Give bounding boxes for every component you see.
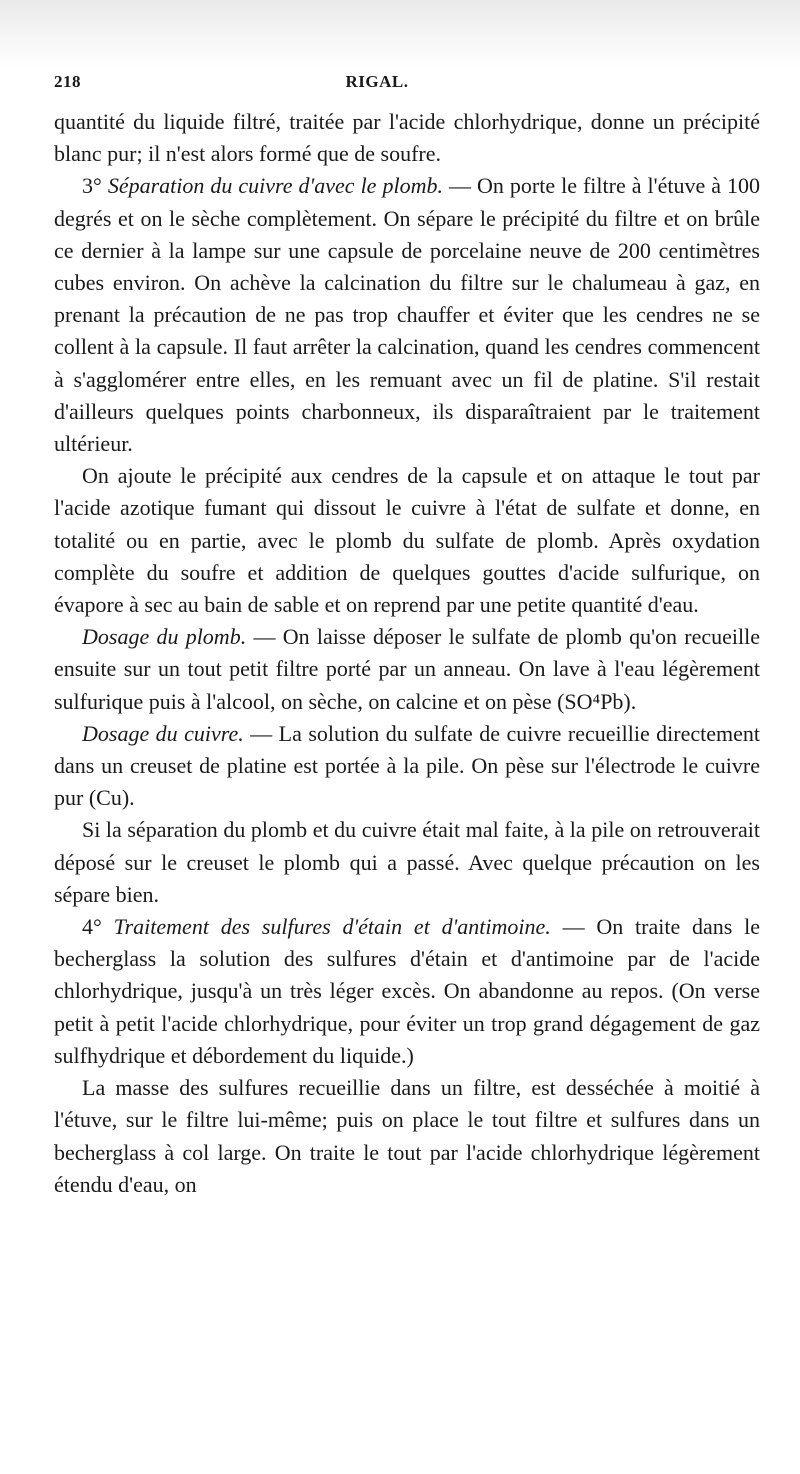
page-header bbox=[54, 72, 760, 102]
paragraph bbox=[54, 814, 760, 911]
paragraph-text: — On traite dans le becherglass la solution des sulfures d'étain et d'antimoine par de l'acide chlorhydrique, jusqu'à un très léger excès. On abandonne au repos. (On verse petit à petit l'acide chlorhydrique, pour éviter un trop grand dégagement de gaz sulfhydrique et débordement du liquide.) bbox=[54, 914, 760, 1068]
paragraph bbox=[54, 911, 760, 1072]
section-heading: Traitement des sulfures d'étain et d'antimoine. bbox=[113, 914, 551, 940]
paragraph bbox=[54, 718, 760, 815]
paragraph bbox=[54, 621, 760, 718]
paragraph-text: — On porte le filtre à l'étuve à 100 degrés et on le sèche complètement. On sépare le précipité du filtre et on brûle ce dernier à la lampe sur une capsule de porcelaine neuve de 200 centimètres cubes environ. On achève la calcination du filtre sur le chalumeau à gaz, en prenant la précaution de ne pas trop chauffer et éviter que les cendres ne se collent à la capsule. Il faut arrêter la calcination, quand les cendres commencent à s'agglomérer entre elles, en les remuant avec un fil de platine. S'il restait d'ailleurs quelques points charbonneux, ils disparaîtraient par le traitement ultérieur. bbox=[54, 173, 761, 457]
section-heading: Dosage du plomb. bbox=[82, 624, 247, 650]
section-heading: Séparation du cuivre d'avec le plomb. bbox=[107, 173, 443, 199]
paragraph-text: quantité du liquide filtré, traitée par l'acide chlorhydrique, donne un précipité blanc pur; il n'est alors formé que de soufre. bbox=[54, 109, 760, 167]
body-text bbox=[54, 106, 760, 1201]
paragraph-text: La masse des sulfures recueillie dans un filtre, est desséchée à moitié à l'étuve, sur le filtre lui-même; puis on place le tout filtre et sulfures dans un becherglass à col large. On traite le tout par l'acide chlorhydrique légèrement étendu d'eau, on bbox=[54, 1075, 760, 1197]
page-number: 218 bbox=[54, 72, 81, 91]
paragraph bbox=[54, 1072, 760, 1201]
running-head: RIGAL. bbox=[345, 72, 409, 91]
paragraph bbox=[54, 460, 760, 621]
section-heading: Dosage du cuivre. bbox=[82, 720, 244, 746]
section-number: 3° bbox=[82, 173, 102, 199]
paragraph bbox=[54, 170, 760, 460]
section-number: 4° bbox=[82, 914, 102, 940]
paragraph-text: — La solution du sulfate de cuivre recueillie directement dans un creuset de platine est portée à la pile. On pèse sur l'électrode le cuivre pur (Cu). bbox=[54, 720, 760, 811]
paragraph-text: Si la séparation du plomb et du cuivre était mal faite, à la pile on retrouverait déposé sur le creuset le plomb qui a passé. Avec quelque précaution on les sépare bien. bbox=[54, 817, 760, 907]
paragraph-text: On ajoute le précipité aux cendres de la capsule et on attaque le tout par l'acide azotique fumant qui dissout le cuivre à l'état de sulfate et donne, en totalité ou en partie, avec le plomb du sulfate de plomb. Après oxydation complète du soufre et addition de quelques gouttes d'acide sulfurique, on évapore à sec au bain de sable et on reprend par une petite quantité d'eau. bbox=[54, 463, 760, 618]
paragraph bbox=[54, 106, 760, 170]
paragraph-text: — On laisse déposer le sulfate de plomb qu'on recueille ensuite sur un tout petit filtre porté par un anneau. On lave à l'eau légèrement sulfurique puis à l'alcool, on sèche, on calcine et on pèse (SO⁴Pb). bbox=[54, 624, 761, 714]
